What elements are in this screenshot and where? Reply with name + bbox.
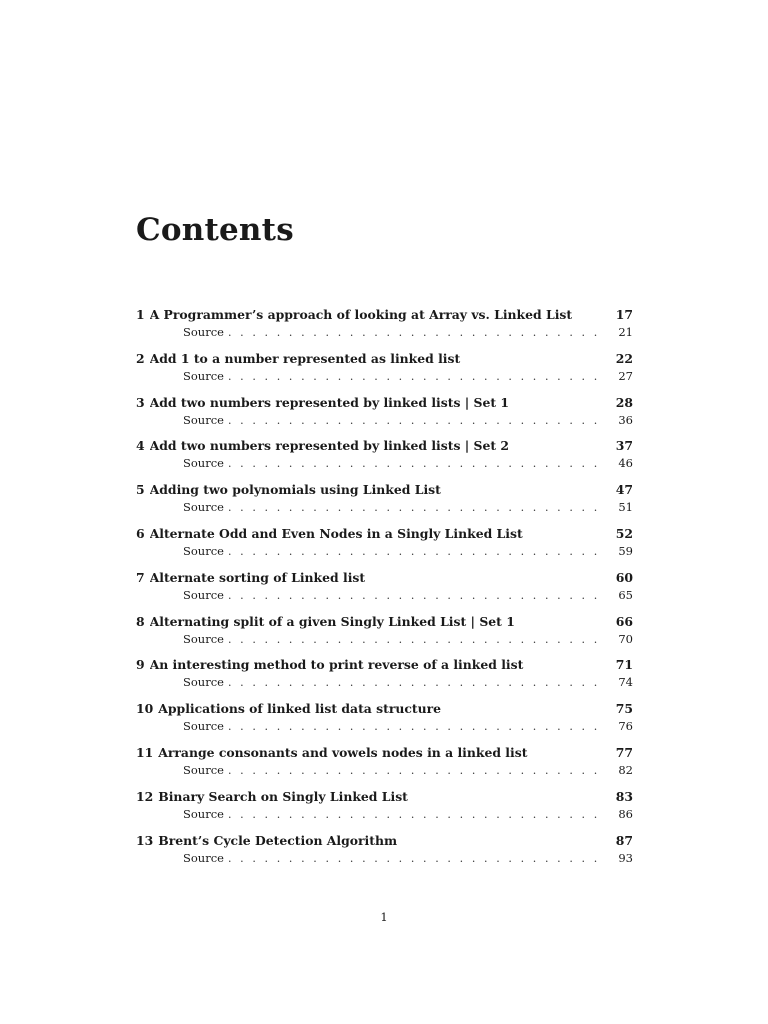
- chapter-title: Binary Search on Singly Linked List: [158, 788, 408, 804]
- toc-chapter: [136, 831, 633, 875]
- chapter-entry-link[interactable]: [136, 787, 633, 806]
- chapter-number: 3: [136, 394, 145, 410]
- chapter-title: Applications of linked list data structure: [158, 701, 442, 717]
- source-page-number: 46: [618, 456, 633, 471]
- dot-leader: [228, 588, 603, 604]
- source-label: Source: [183, 412, 224, 427]
- chapter-entry-link[interactable]: [136, 349, 633, 368]
- dot-leader: [228, 413, 603, 429]
- chapter-page-number: 87: [615, 832, 633, 848]
- chapter-title: Alternate sorting of Linked list: [149, 569, 366, 585]
- source-entry-link[interactable]: [183, 368, 633, 384]
- chapter-entry-link[interactable]: [136, 480, 633, 499]
- dot-leader: [228, 719, 603, 735]
- chapter-number: 5: [136, 482, 145, 498]
- dot-leader: [228, 807, 603, 823]
- table-of-contents: [136, 305, 633, 874]
- source-page-number: 82: [618, 762, 633, 777]
- source-label: Source: [183, 762, 224, 777]
- chapter-number: 4: [136, 438, 145, 454]
- source-entry-link[interactable]: [183, 587, 633, 603]
- source-label: Source: [183, 719, 224, 734]
- dot-leader: [228, 325, 603, 341]
- dot-leader: [228, 544, 603, 560]
- chapter-entry-link[interactable]: [136, 743, 633, 762]
- chapter-number: 11: [136, 744, 154, 760]
- chapter-page-number: 37: [615, 438, 633, 454]
- page-title: Contents: [136, 212, 294, 248]
- dot-leader: [228, 763, 603, 779]
- chapter-entry-link[interactable]: [136, 831, 633, 850]
- chapter-page-number: 77: [615, 744, 633, 760]
- dot-leader: [228, 851, 603, 867]
- source-entry-link[interactable]: [183, 324, 633, 340]
- chapter-title: A Programmer’s approach of looking at Array vs. Linked List: [149, 307, 573, 322]
- chapter-page-number: 71: [615, 657, 633, 673]
- source-page-number: 65: [618, 587, 633, 602]
- chapter-page-number: 66: [615, 613, 633, 629]
- chapter-title: Add two numbers represented by linked lists | Set 2: [149, 438, 510, 454]
- dot-leader: [228, 500, 603, 516]
- toc-chapter: [136, 568, 633, 612]
- source-entry-link[interactable]: [183, 631, 633, 647]
- toc-chapter: [136, 524, 633, 568]
- dot-leader: [228, 675, 603, 691]
- source-label: Source: [183, 543, 224, 558]
- chapter-page-number: 47: [615, 482, 633, 498]
- source-label: Source: [183, 500, 224, 515]
- chapter-title: Add two numbers represented by linked lists | Set 1: [149, 394, 510, 410]
- chapter-page-number: 28: [615, 394, 633, 410]
- chapter-page-number: 52: [615, 525, 633, 541]
- source-entry-link[interactable]: [183, 850, 633, 866]
- dot-leader: [228, 456, 603, 472]
- source-entry-link[interactable]: [183, 455, 633, 471]
- chapter-page-number: 75: [615, 701, 633, 717]
- chapter-entry-link[interactable]: [136, 524, 633, 543]
- chapter-page-number: 60: [615, 569, 633, 585]
- toc-chapter: [136, 349, 633, 393]
- source-label: Source: [183, 806, 224, 821]
- chapter-entry-link[interactable]: [136, 305, 633, 324]
- toc-chapter: [136, 787, 633, 831]
- chapter-title: Add 1 to a number represented as linked list: [149, 350, 461, 366]
- chapter-number: 6: [136, 525, 145, 541]
- chapter-number: 1: [136, 307, 145, 322]
- chapter-entry-link[interactable]: [136, 436, 633, 455]
- chapter-number: 12: [136, 788, 154, 804]
- chapter-number: 10: [136, 701, 154, 717]
- chapter-entry-link[interactable]: [136, 568, 633, 587]
- chapter-number: 7: [136, 569, 145, 585]
- chapter-title: Arrange consonants and vowels nodes in a linked list: [158, 744, 528, 760]
- chapter-page-number: 22: [615, 350, 633, 366]
- chapter-entry-link[interactable]: [136, 655, 633, 674]
- chapter-number: 8: [136, 613, 145, 629]
- source-entry-link[interactable]: [183, 674, 633, 690]
- source-page-number: 70: [618, 631, 633, 646]
- chapter-entry-link[interactable]: [136, 612, 633, 631]
- source-label: Source: [183, 631, 224, 646]
- chapter-title: An interesting method to print reverse of a linked list: [149, 657, 524, 673]
- chapter-title: Brent’s Cycle Detection Algorithm: [158, 832, 398, 848]
- source-page-number: 27: [618, 368, 633, 383]
- source-label: Source: [183, 456, 224, 471]
- toc-chapter: [136, 699, 633, 743]
- source-label: Source: [183, 325, 224, 339]
- source-label: Source: [183, 587, 224, 602]
- source-page-number: 36: [618, 412, 633, 427]
- page-footer-number: 1: [380, 910, 388, 924]
- source-page-number: 86: [618, 806, 633, 821]
- source-page-number: 51: [618, 500, 633, 515]
- chapter-entry-link[interactable]: [136, 699, 633, 718]
- source-entry-link[interactable]: [183, 718, 633, 734]
- toc-chapter: [136, 655, 633, 699]
- chapter-number: 2: [136, 350, 145, 366]
- toc-chapter: [136, 305, 633, 349]
- source-entry-link[interactable]: [183, 499, 633, 515]
- chapter-title: Alternate Odd and Even Nodes in a Singly Linked List: [149, 525, 523, 541]
- source-entry-link[interactable]: [183, 762, 633, 778]
- source-entry-link[interactable]: [183, 806, 633, 822]
- dot-leader: [228, 369, 603, 385]
- source-page-number: 74: [618, 675, 633, 690]
- chapter-title: Adding two polynomials using Linked List: [149, 482, 441, 498]
- chapter-number: 13: [136, 832, 154, 848]
- chapter-page-number: 83: [615, 788, 633, 804]
- chapter-entry-link[interactable]: [136, 393, 633, 412]
- toc-chapter: [136, 436, 633, 480]
- chapter-page-number: 17: [615, 307, 633, 322]
- toc-chapter: [136, 480, 633, 524]
- source-label: Source: [183, 675, 224, 690]
- dot-leader: [228, 632, 603, 648]
- source-page-number: 76: [618, 719, 633, 734]
- source-entry-link[interactable]: [183, 543, 633, 559]
- source-page-number: 93: [618, 850, 633, 865]
- chapter-title: Alternating split of a given Singly Linked List | Set 1: [149, 613, 515, 629]
- toc-chapter: [136, 393, 633, 437]
- source-label: Source: [183, 850, 224, 865]
- source-page-number: 21: [618, 325, 633, 339]
- toc-chapter: [136, 612, 633, 656]
- source-entry-link[interactable]: [183, 412, 633, 428]
- chapter-number: 9: [136, 657, 145, 673]
- toc-chapter: [136, 743, 633, 787]
- source-page-number: 59: [618, 543, 633, 558]
- source-label: Source: [183, 368, 224, 383]
